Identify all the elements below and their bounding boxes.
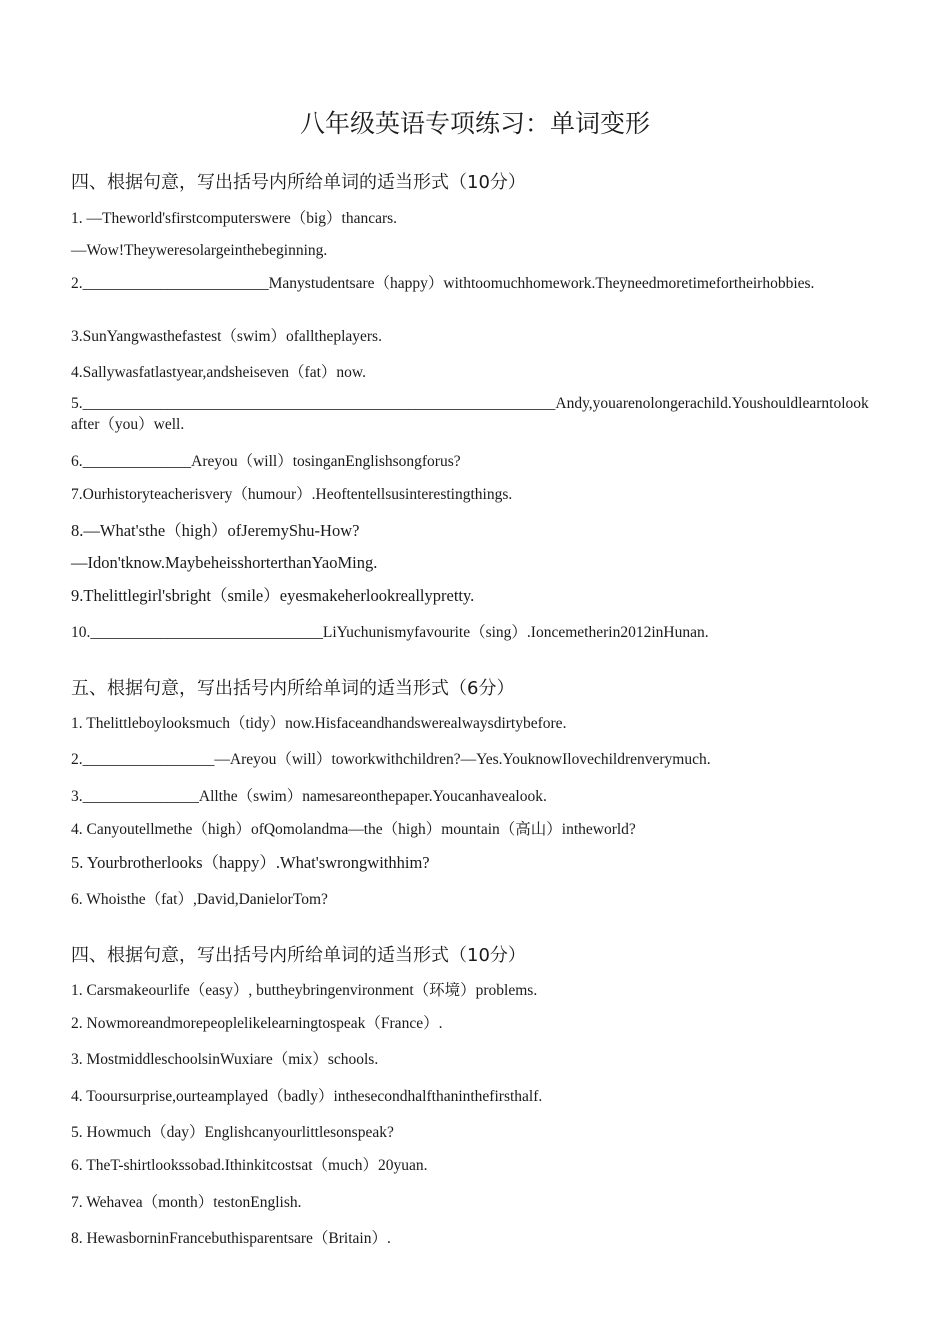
s2-item-3: 3._______________Allthe（swim）namesareonthepaper.Youcanhavealook. bbox=[71, 788, 547, 805]
s1-item-2: 2.________________________Manystudentsare（happy）withtoomuchhomework.Theyneedmoretimefortheirhobbies. bbox=[71, 275, 815, 292]
s1-item-6: 6.______________Areyou（will）tosinganEnglishsongforus? bbox=[71, 453, 461, 470]
s1-item-10: 10.______________________________LiYuchunismyfavourite（sing）.Ioncemetherin2012inHunan. bbox=[71, 624, 709, 641]
s2-item-4: 4. Canyoutellmethe（high）ofQomolandma—the（high）mountain（高山）intheworld? bbox=[71, 821, 636, 838]
s2-item-6: 6. Whoisthe（fat）,David,DanielorTom? bbox=[71, 891, 328, 908]
s3-item-6: 6. TheT-shirtlookssobad.Ithinkitcostsat（much）20yuan. bbox=[71, 1157, 428, 1174]
s3-item-3: 3. MostmiddleschoolsinWuxiare（mix）schools. bbox=[71, 1051, 379, 1068]
s3-item-2: 2. Nowmoreandmorepeoplelikelearningtospeak（France）. bbox=[71, 1015, 443, 1032]
s2-item-5: 5. Yourbrotherlooks（happy）.What'swrongwithhim? bbox=[71, 853, 430, 872]
s1-item-4: 4.Sallywasfatlastyear,andsheiseven（fat）now. bbox=[71, 364, 366, 381]
s1-item-3: 3.SunYangwasthefastest（swim）ofalltheplayers. bbox=[71, 328, 382, 345]
s1-item-5: 5._____________________________________________________________Andy,youarenolongerachild.Youshouldlearntolookafter（you）well. bbox=[71, 395, 869, 433]
s1-item-7: 7.Ourhistoryteacherisvery（humour）.Heoftentellsusinterestingthings. bbox=[71, 486, 513, 503]
s2-item-2: 2._________________—Areyou（will）toworkwithchildren?—Yes.YouknowIlovechildrenverymuch. bbox=[71, 751, 711, 768]
page-title: 八年级英语专项练习：单词变形 bbox=[299, 109, 650, 138]
section-1-heading: 四、根据句意，写出括号内所给单词的适当形式（10分） bbox=[71, 172, 526, 193]
s3-item-8: 8. HewasborninFrancebuthisparentsare（Britain）. bbox=[71, 1230, 391, 1247]
s1-item-1-reply: —Wow!Theyweresolargeinthebeginning. bbox=[71, 242, 328, 259]
s1-item-9: 9.Thelittlegirl'sbright（smile）eyesmakeherlookreallypretty. bbox=[71, 586, 475, 605]
s3-item-7: 7. Wehavea（month）testonEnglish. bbox=[71, 1194, 302, 1211]
s1-item-8-reply: —Idon'tknow.MaybeheisshorterthanYaoMing. bbox=[71, 553, 378, 572]
section-3-heading: 四、根据句意，写出括号内所给单词的适当形式（10分） bbox=[71, 945, 526, 966]
s3-item-5: 5. Howmuch（day）Englishcanyourlittlesonspeak? bbox=[71, 1124, 394, 1141]
s1-item-8: 8.—What'sthe（high）ofJeremyShu-How? bbox=[71, 521, 360, 540]
s2-item-1: 1. Thelittleboylooksmuch（tidy）now.Hisfaceandhandswerealwaysdirtybefore. bbox=[71, 715, 567, 732]
s3-item-4: 4. Tooursurprise,ourteamplayed（badly）inthesecondhalfthaninthefirsthalf. bbox=[71, 1088, 543, 1105]
s3-item-1: 1. Carsmakeourlife（easy）, buttheybringenvironment（环境）problems. bbox=[71, 982, 538, 999]
section-2-heading: 五、根据句意，写出括号内所给单词的适当形式（6分） bbox=[71, 678, 515, 699]
s1-item-1: 1. —Theworld'sfirstcomputerswere（big）thancars. bbox=[71, 210, 398, 227]
